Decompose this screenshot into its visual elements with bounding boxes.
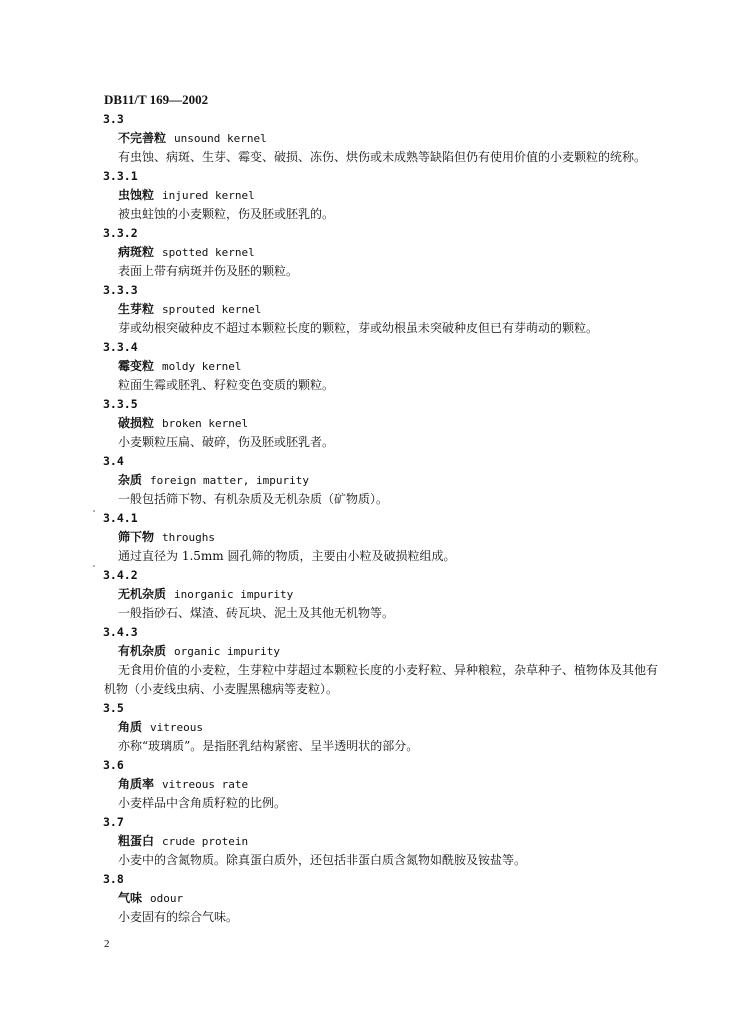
term-definition: 表面上带有病斑并伤及胚的颗粒。	[118, 264, 299, 278]
term-english: foreign matter, impurity	[150, 474, 309, 487]
section-number: 3.4.3	[103, 625, 138, 639]
term-chinese: 筛下物	[118, 530, 155, 544]
section-number: 3.3.2	[103, 226, 138, 240]
term-heading	[104, 129, 664, 148]
term-definition: 芽或幼根突破种皮不超过本颗粒长度的颗粒，芽或幼根虽未突破种皮但已有芽萌动的颗粒。	[118, 321, 599, 335]
term-chinese: 气味	[118, 891, 143, 905]
section-number: 3.3.5	[103, 397, 138, 411]
term-heading	[104, 186, 664, 205]
term-definition: 粒面生霉或胚乳、籽粒变色变质的颗粒。	[118, 378, 335, 392]
term-english: organic impurity	[174, 645, 280, 658]
term-definition: 一般指砂石、煤渣、砖瓦块、泥土及其他无机物等。	[118, 606, 395, 620]
term-heading	[104, 471, 664, 490]
term-english: crude protein	[162, 835, 249, 848]
term-english: moldy kernel	[162, 360, 242, 373]
term-chinese: 无机杂质	[118, 587, 167, 601]
term-heading	[104, 775, 664, 794]
term-english: spotted kernel	[162, 246, 255, 259]
term-english: vitreous rate	[162, 778, 249, 791]
term-definition: 亦称“玻璃质”。是指胚乳结构紧密、呈半透明状的部分。	[118, 739, 419, 753]
section-number: 3.6	[103, 758, 124, 772]
section-number: 3.5	[103, 701, 124, 715]
term-definition: 被虫蛀蚀的小麦颗粒，伤及胚或胚乳的。	[118, 207, 335, 221]
term-english: injured kernel	[162, 189, 255, 202]
page-number: 2	[104, 938, 110, 950]
term-definition: 小麦样品中含角质籽粒的比例。	[118, 796, 287, 810]
section-number: 3.4	[103, 454, 124, 468]
term-chinese: 粗蛋白	[118, 834, 155, 848]
term-definition: 小麦颗粒压扁、破碎，伤及胚或胚乳者。	[118, 435, 335, 449]
term-heading	[104, 357, 664, 376]
term-definition: 一般包括筛下物、有机杂质及无机杂质（矿物质）。	[118, 492, 389, 506]
term-chinese: 虫蚀粒	[118, 188, 155, 202]
term-chinese: 角质	[118, 720, 143, 734]
term-heading	[104, 642, 664, 661]
term-english: odour	[150, 892, 184, 905]
term-english: inorganic impurity	[174, 588, 294, 601]
term-english: unsound kernel	[174, 132, 267, 145]
section-number: 3.3.1	[103, 169, 138, 183]
term-heading	[104, 585, 664, 604]
section-number: 3.4.2	[103, 568, 138, 582]
term-english: broken kernel	[162, 417, 249, 430]
term-definition: 无食用价值的小麦粒，生芽粒中芽超过本颗粒长度的小麦籽粒、异种粮粒，杂草种子、植物体及其他有机物（小麦线虫病、小麦腥黑穗病等麦粒）。	[104, 663, 659, 696]
term-heading	[104, 300, 664, 319]
document-header: DB11/T 169—2002	[104, 92, 209, 107]
term-definition: 通过直径为 1.5mm 圆孔筛的物质，主要由小粒及破损粒组成。	[118, 549, 456, 563]
term-english: sprouted kernel	[162, 303, 262, 316]
term-chinese: 生芽粒	[118, 302, 155, 316]
term-heading	[104, 889, 664, 908]
term-definition: 小麦固有的综合气味。	[118, 910, 239, 924]
term-heading	[104, 414, 664, 433]
document-body	[104, 110, 664, 927]
section-number: 3.4.1	[103, 511, 138, 525]
term-heading	[104, 243, 664, 262]
section-number: 3.3	[103, 112, 124, 126]
section-number: 3.7	[103, 815, 124, 829]
term-chinese: 有机杂质	[118, 644, 167, 658]
section-number: 3.8	[103, 872, 124, 886]
term-heading	[104, 528, 664, 547]
term-chinese: 角质率	[118, 777, 155, 791]
scan-speck	[93, 510, 95, 512]
term-chinese: 杂质	[118, 473, 143, 487]
term-heading	[104, 832, 664, 851]
term-definition: 小麦中的含氮物质。除真蛋白质外，还包括非蛋白质含氮物如酰胺及铵盐等。	[118, 853, 527, 867]
term-chinese: 病斑粒	[118, 245, 155, 259]
term-english: vitreous	[150, 721, 203, 734]
term-chinese: 霉变粒	[118, 359, 155, 373]
term-definition: 有虫蚀、病斑、生芽、霉变、破损、冻伤、烘伤或未成熟等缺陷但仍有使用价值的小麦颗粒的统称。	[118, 150, 647, 164]
term-heading	[104, 718, 664, 737]
term-english: throughs	[162, 531, 215, 544]
scan-speck	[93, 565, 95, 567]
term-chinese: 破损粒	[118, 416, 155, 430]
section-number: 3.3.4	[103, 340, 138, 354]
term-chinese: 不完善粒	[118, 131, 167, 145]
section-number: 3.3.3	[103, 283, 138, 297]
